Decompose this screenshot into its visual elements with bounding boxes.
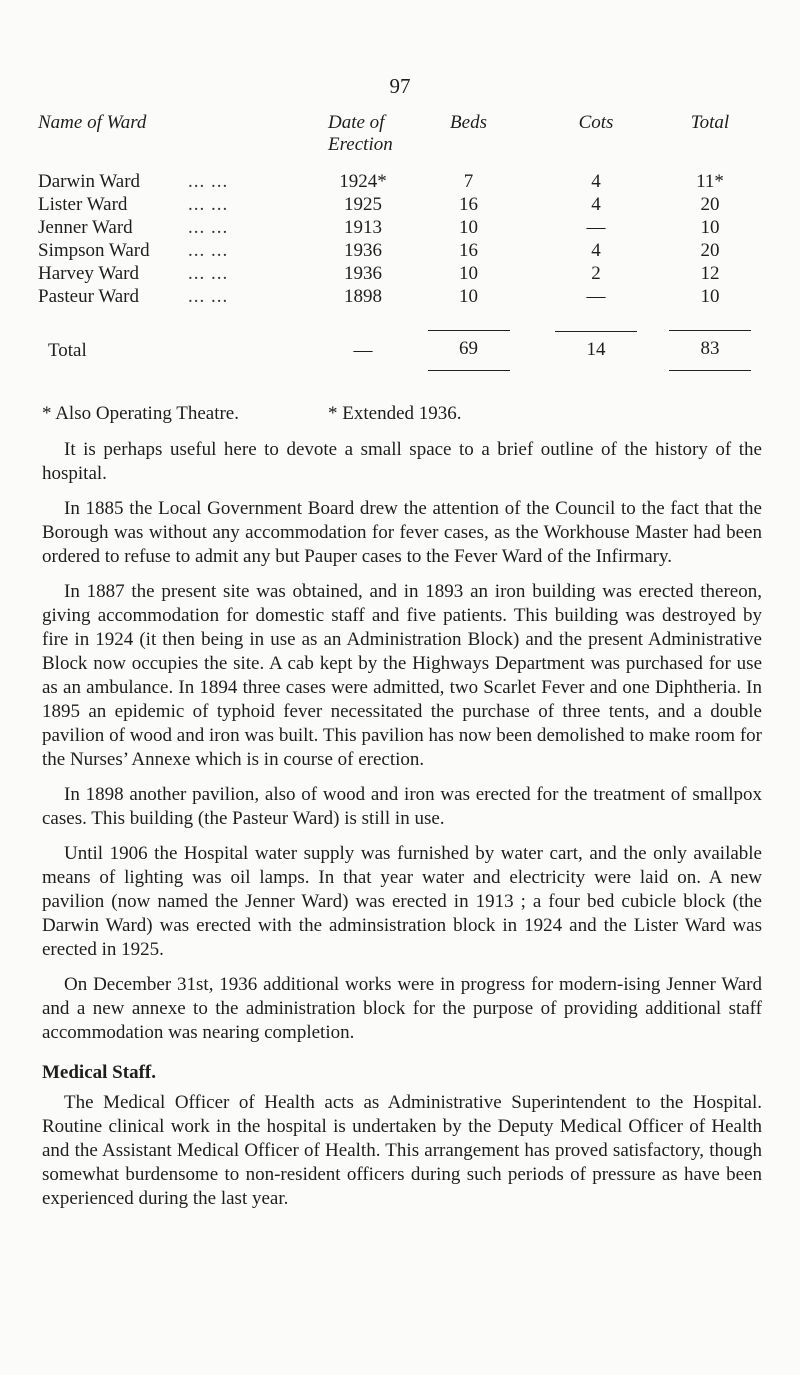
leader-dots: ... ... bbox=[188, 286, 229, 307]
ward-date-cell bbox=[328, 239, 405, 262]
total-cots-cell bbox=[532, 308, 660, 371]
ward-table bbox=[38, 112, 760, 371]
ward-name-cell bbox=[38, 239, 328, 262]
leader-dots: ... ... bbox=[188, 217, 229, 238]
ward-date: 1898 bbox=[344, 286, 382, 307]
ward-beds: 7 bbox=[463, 171, 474, 192]
table-row bbox=[38, 170, 760, 193]
ward-beds: 10 bbox=[459, 286, 478, 307]
leader-dots: ... ... bbox=[188, 263, 229, 284]
ward-beds: 16 bbox=[459, 240, 478, 261]
ward-cots: 4 bbox=[591, 240, 601, 261]
paragraph: In 1887 the present site was obtained, and in 1893 an iron building was erected thereon, giving accommodation for domestic staff and five patients. This building was destroyed by fire in 1924 (it then being in use as an Administration Block) and the present Administrative Block now occupies the site. A cab kept by the Highways Department was purchased for use as an ambulance. In 1894 three cases were admitted, two Scarlet Fever and one Diphtheria. In 1895 an epidemic of typhoid fever necessitated the purchase of three tents, and a double pavilion of wood and iron was built. This pavilion has now been demolished to make room for the Nurses’ Annexe which is in course of erection. bbox=[42, 581, 762, 770]
total-label-cell bbox=[38, 308, 328, 371]
total-cots: 14 bbox=[555, 331, 637, 371]
ward-beds: 10 bbox=[459, 263, 478, 284]
ward-name-cell bbox=[38, 285, 328, 308]
ward-cots: 4 bbox=[591, 194, 601, 215]
ward-beds: 10 bbox=[459, 217, 478, 238]
ward-name: Pasteur Ward bbox=[38, 286, 140, 307]
ward-name-cell bbox=[38, 262, 328, 285]
total-date-cell bbox=[328, 308, 405, 371]
ward-total: 11* bbox=[696, 171, 724, 192]
ward-total: 10 bbox=[700, 286, 720, 307]
ward-date-cell bbox=[328, 285, 405, 308]
paragraph: It is perhaps useful here to devote a small space to a brief outline of the history of the hospital. bbox=[42, 439, 762, 484]
ward-date: 1936 bbox=[344, 240, 382, 261]
paragraph: The Medical Officer of Health acts as Administrative Superintendent to the Hospital. Routine clinical work in the hospital is undertaken by the Deputy Medical Officer of Health and the Assistant Medical Officer of Health. This arrangement has proved satisfactory, though somewhat burdensome to non-resident officers during such periods of pressure as have been experienced during the last year. bbox=[42, 1092, 762, 1209]
ward-name: Simpson Ward bbox=[38, 240, 150, 261]
ward-beds: 16 bbox=[459, 194, 478, 215]
ward-cots: 2 bbox=[591, 263, 601, 284]
table-row bbox=[38, 262, 760, 285]
paragraph: In 1885 the Local Government Board drew the attention of the Council to the fact that the Borough was without any accommodation for fever cases, as the Workhouse Master had been ordered to refuse to admit any but Pauper cases to the Fever Ward of the Infirmary. bbox=[42, 498, 762, 567]
ward-cots: — bbox=[586, 217, 606, 238]
ward-date-cell bbox=[328, 262, 405, 285]
total-row bbox=[38, 308, 760, 371]
ward-date: 1924* bbox=[339, 171, 387, 192]
ward-date-cell bbox=[328, 216, 405, 239]
ward-cots: — bbox=[586, 286, 606, 307]
ward-date: 1925 bbox=[344, 194, 382, 215]
ward-name: Jenner Ward bbox=[38, 217, 133, 238]
body-text bbox=[42, 438, 762, 1222]
total-beds: 69 bbox=[428, 330, 510, 371]
paragraph: In 1898 another pavilion, also of wood and iron was erected for the treatment of smallpox cases. This building (the Pasteur Ward) is still in use. bbox=[42, 784, 762, 829]
table-row bbox=[38, 216, 760, 239]
leader-dots: ... ... bbox=[188, 194, 229, 215]
header-name: Name of Ward bbox=[38, 112, 147, 133]
page-number: 97 bbox=[389, 74, 411, 98]
header-cots: Cots bbox=[578, 112, 614, 133]
ward-total: 20 bbox=[700, 194, 720, 215]
header-date: Date of Erection bbox=[328, 112, 393, 155]
total-total: 83 bbox=[669, 330, 751, 371]
ward-date: 1936 bbox=[344, 263, 382, 284]
paragraph: On December 31st, 1936 additional works were in progress for modern-ising Jenner Ward and a new annexe to the administration block for the purpose of providing additional staff accommodation was nearing completion. bbox=[42, 974, 762, 1043]
ward-date-cell bbox=[328, 170, 405, 193]
total-date: — bbox=[353, 339, 373, 361]
table-row bbox=[38, 285, 760, 308]
section-heading: Medical Staff. bbox=[42, 1062, 156, 1083]
leader-dots: ... ... bbox=[188, 171, 229, 192]
ward-name: Darwin Ward bbox=[38, 171, 141, 192]
ward-total: 20 bbox=[700, 240, 720, 261]
paragraph: Until 1906 the Hospital water supply was furnished by water cart, and the only available means of lighting was oil lamps. In that year water and electricity were laid on. A new pavilion (now named the Jenner Ward) was erected in 1913 ; a four bed cubicle block (the Darwin Ward) was erected with the adminsistration block in 1924 and the Lister Ward was erected in 1925. bbox=[42, 843, 762, 960]
ward-total: 10 bbox=[700, 217, 720, 238]
header-beds: Beds bbox=[450, 112, 487, 133]
total-beds-cell bbox=[405, 308, 532, 371]
ward-cots: 4 bbox=[591, 171, 601, 192]
leader-dots: ... ... bbox=[188, 240, 229, 261]
header-total: Total bbox=[690, 112, 730, 133]
ward-date: 1913 bbox=[344, 217, 382, 238]
total-label: Total bbox=[48, 339, 87, 361]
table-row bbox=[38, 239, 760, 262]
ward-name-cell bbox=[38, 216, 328, 239]
footnote-operating-theatre: * Also Operating Theatre. bbox=[42, 403, 239, 424]
ward-total: 12 bbox=[700, 263, 720, 284]
table-header-row bbox=[38, 112, 760, 170]
total-total-cell bbox=[660, 308, 760, 371]
ward-date-cell bbox=[328, 193, 405, 216]
ward-name-cell bbox=[38, 170, 328, 193]
ward-name: Lister Ward bbox=[38, 194, 128, 215]
ward-name: Harvey Ward bbox=[38, 263, 139, 284]
ward-name-cell bbox=[38, 193, 328, 216]
footnote-extended: * Extended 1936. bbox=[328, 403, 462, 424]
table-row bbox=[38, 193, 760, 216]
